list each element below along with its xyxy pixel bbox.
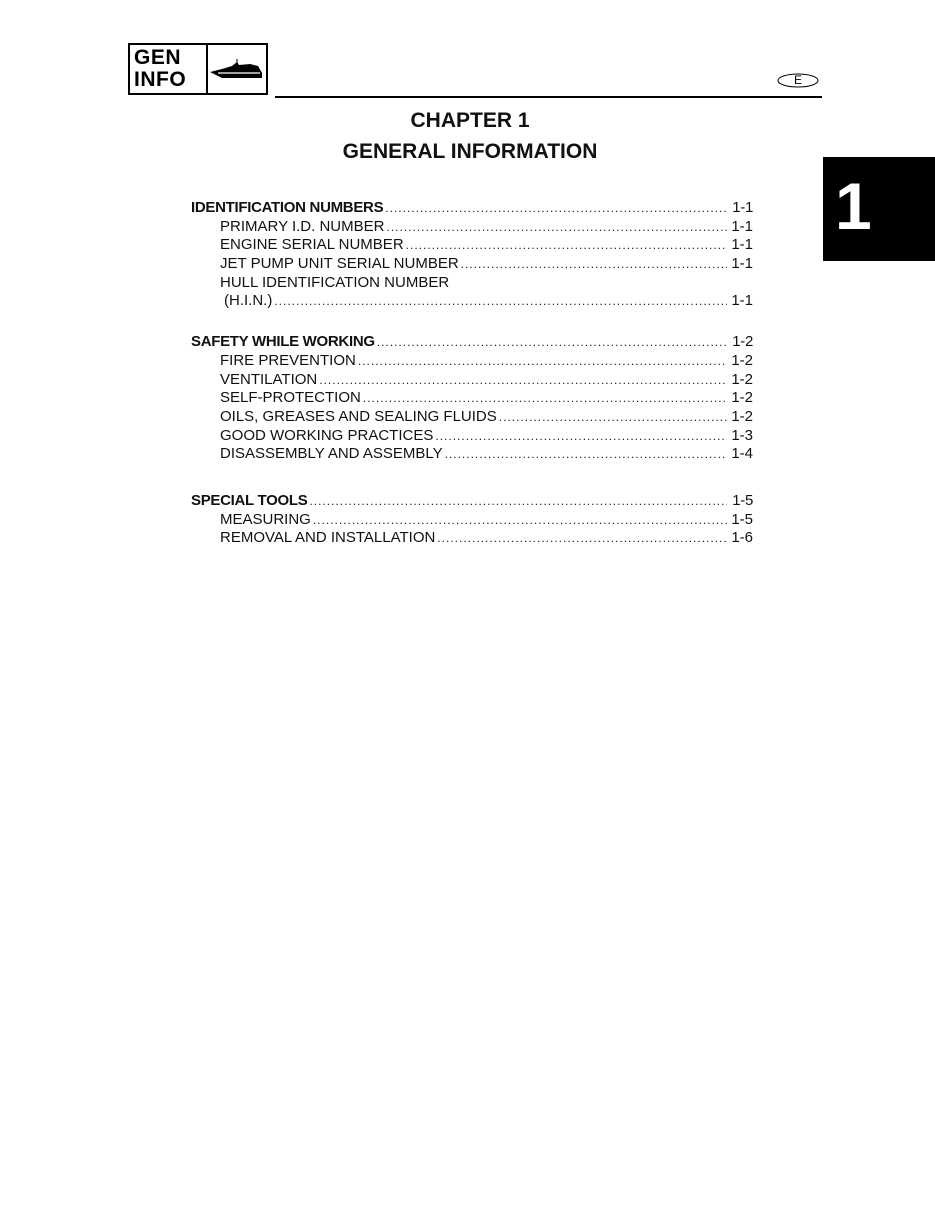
toc-entry[interactable] — [191, 274, 753, 293]
header-rule — [275, 96, 822, 98]
section-badge-text — [130, 45, 208, 93]
toc-label: VENTILATION — [220, 370, 318, 388]
chapter-tab — [823, 157, 935, 261]
toc-label: MEASURING — [220, 510, 311, 528]
leader-dots — [499, 408, 727, 427]
leader-dots — [363, 389, 727, 408]
section-badge-line2: INFO — [134, 68, 187, 91]
toc-page-number: 1-1 — [731, 292, 753, 310]
chapter-tab-number: 1 — [835, 169, 872, 243]
toc-label: SELF-PROTECTION — [220, 389, 361, 407]
toc-page-number: 1-1 — [731, 236, 753, 254]
toc-section — [191, 492, 753, 548]
leader-dots — [377, 333, 727, 352]
toc-label: OILS, GREASES AND SEALING FLUIDS — [220, 407, 497, 425]
toc-label: HULL IDENTIFICATION NUMBER — [220, 273, 450, 291]
language-letter: E — [793, 73, 802, 87]
toc-page-number: 1-4 — [731, 445, 753, 463]
language-badge — [777, 73, 819, 88]
toc-entry[interactable] — [191, 408, 753, 427]
toc-label: SAFETY WHILE WORKING — [191, 333, 375, 351]
toc-label: GOOD WORKING PRACTICES — [220, 426, 434, 444]
leader-dots — [445, 445, 727, 464]
chapter-heading: CHAPTER 1 — [410, 109, 530, 132]
table-of-contents — [191, 199, 753, 566]
toc-page-number: 1-1 — [731, 217, 753, 235]
leader-dots — [435, 427, 727, 446]
toc-page-number: 1-2 — [731, 389, 753, 407]
toc-label: PRIMARY I.D. NUMBER — [220, 217, 385, 235]
leader-dots — [406, 236, 727, 255]
toc-entry[interactable] — [191, 371, 753, 390]
toc-entry-main[interactable] — [191, 333, 753, 352]
toc-label: (H.I.N.) — [224, 292, 273, 310]
section-badge-line1: GEN — [134, 46, 182, 69]
chapter-subheading: GENERAL INFORMATION — [342, 140, 598, 163]
toc-entry[interactable] — [191, 218, 753, 237]
toc-section — [191, 199, 753, 311]
toc-label: JET PUMP UNIT SERIAL NUMBER — [220, 255, 459, 273]
section-badge — [128, 43, 268, 95]
toc-entry[interactable] — [191, 427, 753, 446]
toc-page-number: 1-5 — [732, 491, 753, 509]
toc-section — [191, 333, 753, 464]
toc-entry[interactable] — [191, 529, 753, 548]
toc-entry[interactable] — [191, 511, 753, 530]
toc-label: IDENTIFICATION NUMBERS — [191, 199, 384, 216]
toc-page-number: 1-3 — [731, 426, 753, 444]
toc-label: FIRE PREVENTION — [220, 351, 356, 369]
toc-page-number: 1-5 — [731, 510, 753, 528]
leader-dots — [313, 511, 727, 530]
toc-page-number: 1-6 — [731, 529, 753, 547]
toc-label: ENGINE SERIAL NUMBER — [220, 236, 404, 254]
toc-entry-main[interactable] — [191, 492, 753, 511]
toc-page-number: 1-2 — [732, 333, 753, 351]
toc-label: REMOVAL AND INSTALLATION — [220, 529, 436, 547]
leader-dots — [309, 492, 727, 511]
toc-page-number: 1-2 — [731, 370, 753, 388]
toc-label: DISASSEMBLY AND ASSEMBLY — [220, 445, 443, 463]
toc-entry[interactable] — [191, 352, 753, 371]
leader-dots — [385, 199, 727, 218]
toc-entry[interactable] — [191, 445, 753, 464]
leader-dots — [461, 255, 727, 274]
leader-dots — [274, 292, 727, 311]
leader-dots — [358, 352, 727, 371]
toc-entry[interactable] — [191, 389, 753, 408]
toc-entry[interactable] — [191, 255, 753, 274]
leader-dots — [437, 529, 727, 548]
toc-page-number: 1-2 — [731, 407, 753, 425]
toc-entry[interactable] — [191, 236, 753, 255]
toc-entry-continuation[interactable] — [191, 292, 753, 311]
leader-dots — [319, 371, 727, 390]
leader-dots — [386, 218, 727, 237]
toc-entry-main[interactable] — [191, 199, 753, 218]
toc-page-number: 1-1 — [731, 255, 753, 273]
toc-label: SPECIAL TOOLS — [191, 491, 308, 509]
toc-page-number: 1-1 — [732, 199, 753, 216]
toc-page-number: 1-2 — [731, 351, 753, 369]
watercraft-icon — [208, 45, 266, 93]
page-title — [320, 105, 620, 167]
